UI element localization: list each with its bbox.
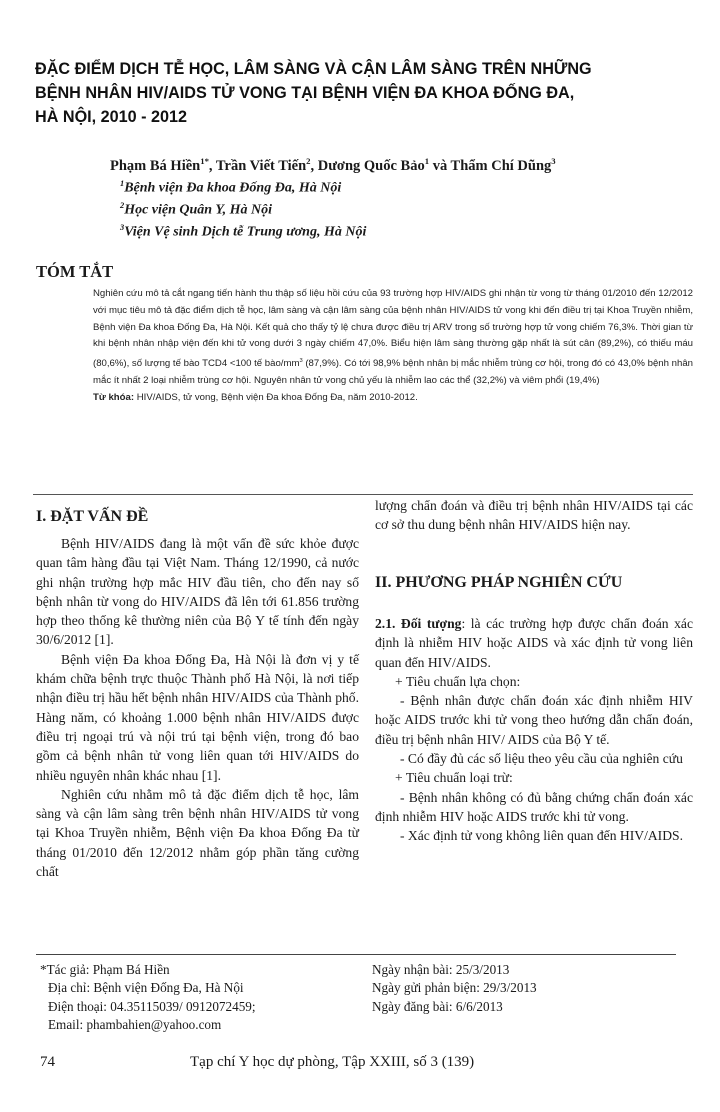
- paragraph: lượng chẩn đoán và điều trị bệnh nhân HIV/AIDS tại các cơ sở thu dung bệnh nhân HIV/AIDS hiện nay.: [375, 498, 693, 533]
- affiliation-2: [120, 201, 272, 219]
- paragraph: Bệnh HIV/AIDS đang là một vấn đề sức khỏe được quan tâm hàng đầu tại Việt Nam. Tháng 12/1990, cả nước ghi nhận trường hợp mắc HIV đầu tiên, cho đến nay số bệnh nhân từ vong do HIV/AIDS đã lên tới 61.856 trường hợp theo thống kê thường niên của Bộ Y tế tính đến ngày 30/6/2012 [1].: [36, 536, 359, 648]
- affiliation-text: Bệnh viện Đa khoa Đống Đa, Hà Nội: [124, 180, 342, 196]
- affiliation-text: Viện Vệ sinh Dịch tễ Trung ương, Hà Nội: [124, 224, 367, 240]
- left-column: [36, 534, 359, 881]
- page-number: 74: [40, 1054, 55, 1070]
- paragraph: Bệnh viện Đa khoa Đống Đa, Hà Nội là đơn vị y tế khám chữa bệnh trực thuộc Thành phố Hà Nội, là nơi tiếp nhận điều trị hầu hết bệnh nhân HIV/AIDS của Thành phố. Hàng năm, có khoảng 1.000 bệnh nhân HIV/AIDS được điều trị ngoại trú và nội trú tại bệnh viện, trong đó bao gồm cả bệnh nhân tử vong liên quan tới HIV/AIDS do nhiều nguyên nhân khác nhau [1].: [36, 651, 359, 783]
- abstract-text-part: Nghiên cứu mô tả cắt ngang tiến hành thu thập số liệu hồi cứu của 93 trường hợp HIV/AIDS ghi nhận từ vong từ tháng 01/2010 đến 12/2012 với mục tiêu mô tả đặc điểm dịch tễ học, lâm sàng và cận lâm sàng của bệnh nhân HIV/AIDS tử vong khi đến điều trị tại Khoa Truyền nhiễm, Bệnh viện Đa khoa Đống Đa, Hà Nội. Kết quả cho thấy tỷ lệ chưa được điều trị ARV trong số trường hợp tử vong chiếm 76,3%. Thời gian từ khi bệnh nhân nhập viện đến khi tử vong dưới 3 ngày chiếm 47,0%. Biểu hiện lâm sàng thường gặp nhất là sút cân (89,2%), có thiếu máu (80,6%), số lượng tế bào TCD4 <100 tế bào/mm: [93, 288, 693, 370]
- criteria-label: + Tiêu chuẩn loại trừ:: [395, 770, 513, 786]
- author-sup: 3: [551, 156, 556, 166]
- section-2-heading: II. PHƯƠNG PHÁP NGHIÊN CỨU: [375, 574, 623, 591]
- footnote-divider: [36, 954, 676, 955]
- subsection-label: 2.1. Đối tượng: [375, 616, 462, 631]
- author-name: và Thẩm Chí Dũng: [429, 157, 552, 174]
- affiliation-sup: 3: [120, 223, 125, 232]
- author-sup: 1*: [200, 156, 209, 166]
- author-name: Phạm Bá Hiền: [110, 157, 201, 174]
- author-list: [110, 156, 556, 175]
- author-sup: 2: [306, 156, 311, 166]
- abstract-heading: TÓM TẮT: [36, 262, 114, 281]
- affiliation-1: [120, 179, 341, 197]
- footnote-accepted: Ngày đăng bài: 6/6/2013: [372, 998, 503, 1014]
- right-column-top: [375, 496, 693, 535]
- keywords-label: Từ khóa:: [93, 391, 135, 403]
- paragraph: [375, 614, 693, 672]
- footnote-review: Ngày gửi phản biện: 29/3/2013: [372, 980, 537, 996]
- footnote-left: [40, 961, 256, 1034]
- footnote-right: [372, 961, 537, 1016]
- keywords: [93, 390, 693, 407]
- title-line-2: BỆNH NHÂN HIV/AIDS TỬ VONG TẠI BỆNH VIỆN ĐA KHOA ĐỐNG ĐA,: [35, 84, 575, 102]
- affiliation-sup: 2: [120, 201, 125, 210]
- abstract-body: [93, 286, 693, 407]
- abstract-text: [93, 286, 693, 390]
- affiliation-3: [120, 223, 366, 241]
- journal-name: Tạp chí Y học dự phòng, Tập XXIII, số 3 (139): [190, 1054, 475, 1070]
- affiliation-sup: 1: [120, 179, 125, 188]
- abstract-text-part: (87,9%). Có tới 98,9% bệnh nhân bị mắc nhiễm trùng cơ hội, trong đó có 43,0% bệnh nhân mắc ít nhất 2 loại nhiễm trùng cơ hội. Nguyên nhân tử vong chủ yếu là nhiễm lao các thể (32,2%) và viêm phổi (19,4%): [93, 358, 693, 387]
- footnote-address: Địa chỉ: Bệnh viện Đống Đa, Hà Nội: [48, 980, 244, 996]
- affiliation-text: Học viện Quân Y, Hà Nội: [124, 202, 272, 218]
- author-name: , Dương Quốc Bảo: [310, 157, 425, 174]
- author-sup: 1: [424, 156, 430, 166]
- title-line-3: HÀ NỘI, 2010 - 2012: [35, 108, 188, 126]
- criteria-item: - Bệnh nhân được chẩn đoán xác định nhiễm HIV hoặc AIDS trước khi tử vong theo hướng dẫn chẩn đoán, điều trị bệnh nhân HIV/ AIDS của Bộ Y tế.: [375, 693, 693, 747]
- footnote-author: *Tác giả: Phạm Bá Hiền: [40, 962, 170, 977]
- right-column: [375, 614, 693, 846]
- criteria-item: - Có đầy đủ các số liệu theo yêu cầu của nghiên cứu: [400, 751, 683, 767]
- criteria-item: - Bệnh nhân không có đủ bằng chứng chẩn đoán xác định nhiễm HIV hoặc AIDS trước khi tử vong.: [375, 789, 693, 824]
- abstract-superscript: 3: [299, 358, 303, 365]
- keywords-text: HIV/AIDS, tử vong, Bệnh viện Đa khoa Đống Đa, năm 2010-2012.: [134, 391, 418, 403]
- article-title: [35, 57, 695, 129]
- criteria-label: + Tiêu chuẩn lựa chọn:: [395, 673, 521, 689]
- footnote-phone: Điện thoại: 04.35115039/ 0912072459;: [48, 998, 256, 1014]
- paragraph: Nghiên cứu nhằm mô tả đặc điểm dịch tễ học, lâm sàng và cận lâm sàng trên bệnh nhân HIV/AIDS tử vong tại Khoa Truyền nhiễm, Bệnh viện Đa khoa Đống Đa từ tháng 01/2010 đến 12/2012 nhằm góp phần tăng cường chất: [36, 786, 359, 880]
- footnote-received: Ngày nhận bài: 25/3/2013: [372, 962, 510, 977]
- divider: [33, 494, 693, 495]
- section-1-heading: I. ĐẶT VẤN ĐỀ: [36, 508, 149, 525]
- subsection-text: : là các trường hợp được chẩn đoán xác định là nhiễm HIV hoặc AIDS và xác định tử vong liên quan đến HIV/AIDS.: [375, 616, 693, 670]
- footnote-email: Email: phambahien@yahoo.com: [48, 1016, 222, 1032]
- criteria-item: - Xác định tử vong không liên quan đến HIV/AIDS.: [400, 828, 683, 844]
- title-line-1: ĐẶC ĐIỂM DỊCH TỄ HỌC, LÂM SÀNG VÀ CẬN LÂM SÀNG TRÊN NHỮNG: [35, 60, 592, 78]
- author-name: , Trần Viết Tiến: [208, 157, 307, 174]
